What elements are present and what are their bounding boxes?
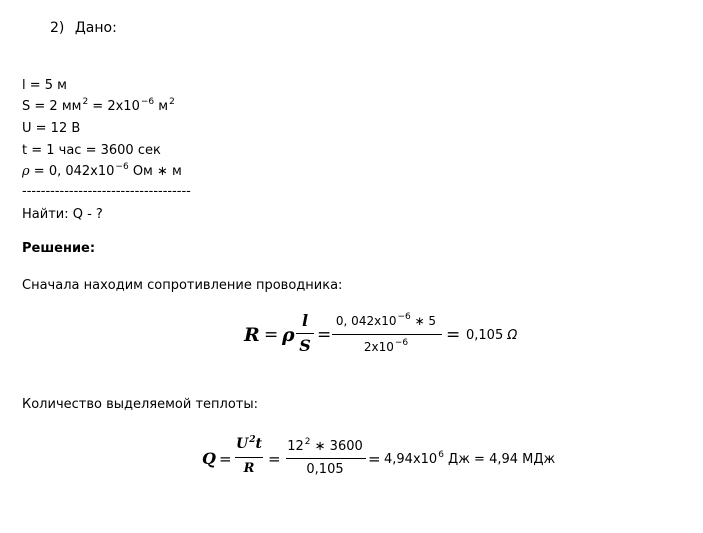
given-area <box>22 99 175 114</box>
find-line: Найти: Q - ? <box>22 207 103 222</box>
solution-step1: Сначала находим сопротивление проводника: <box>22 278 343 293</box>
given-resistivity <box>22 164 182 179</box>
formula2-result <box>384 452 555 467</box>
formula1-den-s: S <box>299 336 311 355</box>
section-header <box>50 20 117 36</box>
formula1-eq2: = <box>317 325 332 345</box>
formula2-num-t: t <box>255 436 262 452</box>
formula1-num-a: 0, 042x10 <box>335 314 397 328</box>
formula2-res-exp: 6 <box>438 450 444 460</box>
given-voltage: U = 12 В <box>22 121 81 136</box>
formula1-result-value: 0,105 <box>466 328 504 343</box>
given-area-prefix: S = 2 мм <box>22 99 82 114</box>
formula1-num <box>330 314 442 328</box>
formula2-eq1: = <box>219 450 232 468</box>
formula1-den-exp: −6 <box>394 338 409 348</box>
given-area-exp2: −6 <box>140 97 155 107</box>
solution-heading: Решение: <box>22 241 96 256</box>
formula2-den-a: 0,105 <box>306 462 344 477</box>
formula2-num-a: 12 <box>287 439 304 454</box>
formula2-eq3: = <box>368 450 381 468</box>
formula1-lhs: R <box>244 324 260 346</box>
formula2-fraction-bar1 <box>235 457 263 458</box>
formula1-fraction-bar1 <box>296 333 314 334</box>
given-area-exp1: 2 <box>82 97 89 107</box>
given-length: l = 5 м <box>22 78 67 93</box>
given-area-unit: м <box>154 99 169 114</box>
formula1-rho: ρ <box>282 324 295 346</box>
formula2-lhs: Q <box>202 449 216 468</box>
formula1-den-a: 2x10 <box>363 340 394 354</box>
formula2-num <box>234 436 264 452</box>
given-resistivity-unit: Ом ∗ м <box>128 164 182 179</box>
formula2-res-b: Дж = 4,94 МДж <box>443 452 556 467</box>
formula1-fraction-bar2 <box>332 334 442 335</box>
given-separator: ------------------------------------ <box>22 184 191 199</box>
formula2-num-b: ∗ 3600 <box>310 439 363 454</box>
formula2-num-a-exp: 2 <box>304 437 311 447</box>
formula2-den-r: R <box>243 461 255 476</box>
formula2-num2 <box>284 439 366 454</box>
solution-step2: Количество выделяемой теплоты: <box>22 397 259 412</box>
section-title: Дано: <box>74 20 117 36</box>
formula1-eq3: = <box>446 325 461 345</box>
formula1-num-b: ∗ 5 <box>410 314 437 328</box>
formula1-result-unit: Ω <box>507 328 518 343</box>
given-area-exp3: 2 <box>169 97 175 107</box>
given-time: t = 1 час = 3600 сек <box>22 143 161 158</box>
given-area-mid: = 2x10 <box>88 99 140 114</box>
given-resistivity-exp: −6 <box>115 162 129 172</box>
formula2-num-u: U <box>236 436 249 452</box>
rho-symbol: ρ <box>22 164 30 179</box>
formula2-fraction-bar2 <box>286 458 366 459</box>
formula2-eq2: = <box>268 450 281 468</box>
formula1-num-exp: −6 <box>397 312 411 322</box>
formula1-den <box>330 340 442 354</box>
formula2-res-a: 4,94x10 <box>384 452 438 467</box>
formula1-result <box>466 328 517 343</box>
formula1-eq1: = <box>264 325 279 345</box>
given-resistivity-mid: = 0, 042x10 <box>29 164 115 179</box>
formula1-num-l: l <box>301 311 309 330</box>
formula2-num-exp: 2 <box>249 435 256 445</box>
section-number: 2) <box>50 20 65 36</box>
